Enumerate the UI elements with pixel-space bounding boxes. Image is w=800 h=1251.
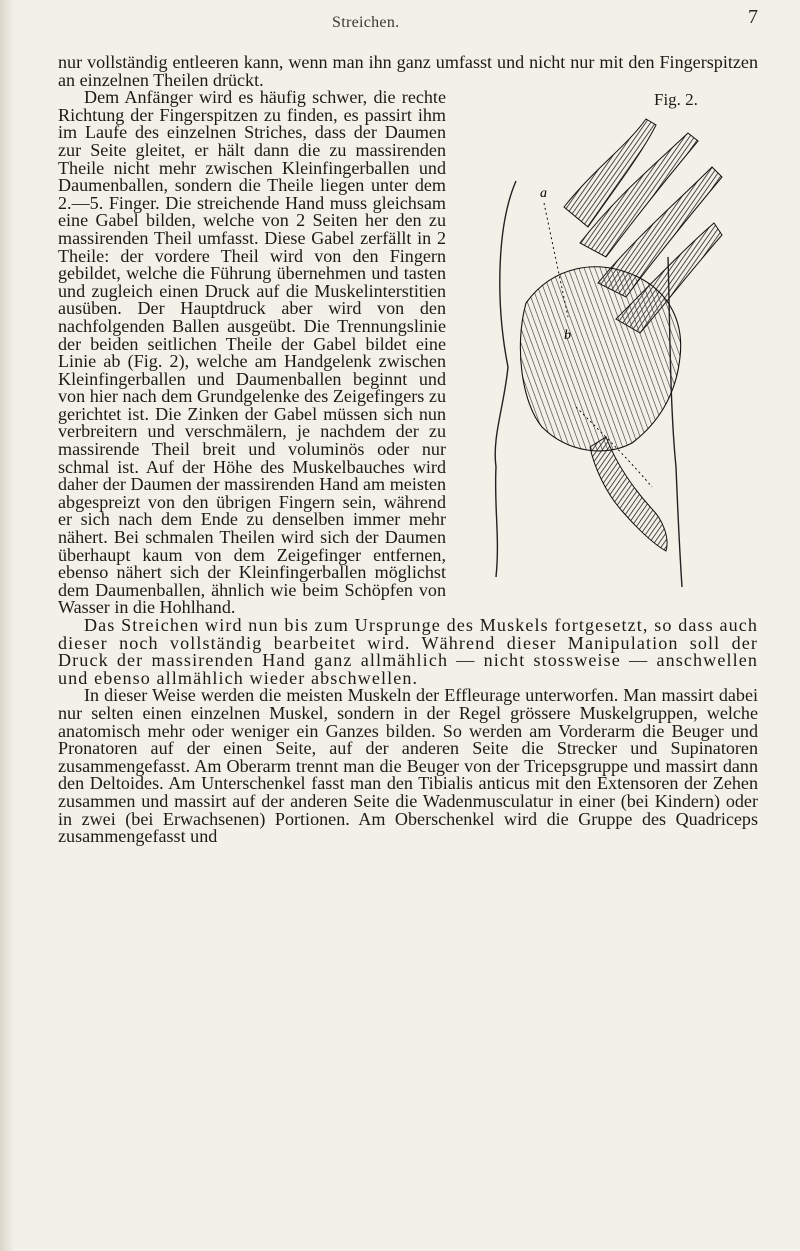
label-a: a	[540, 186, 547, 202]
label-b: b	[564, 328, 571, 344]
paragraph-4: In dieser Weise werden die meisten Muskeln der Effleurage unterworfen. Man massirt dabei nur selten einen einzelnen Muskel, sondern in der Regel grössere Muskelgruppen, welche anatomisch mehr oder weniger ein Ganzes bilden. So werden am Vorderarm die Beuger und Pronatoren auf der einen Seite, auf der anderen Seite die Strecker und Supinatoren zusammengefasst. Am Oberarm trennt man die Beuger von der Tricepsgruppe und massirt dann den Deltoides. Am Unterschenkel fasst man den Tibialis anticus mit den Extensoren der Zehen zusammen und massirt auf der anderen Seite die Wadenmusculatur in einer (bei Kindern) oder in zwei (bei Erwachsenen) Portionen. Am Oberschenkel wird die Gruppe des Quadriceps zusammengefasst und	[58, 685, 758, 847]
page-header	[0, 6, 800, 36]
body-text	[58, 54, 758, 846]
running-head: Streichen.	[332, 14, 400, 31]
paragraph-1: nur vollständig entleeren kann, wenn man ihn ganz umfasst und nicht nur mit den Fingerspitzen an einzelnen Theilen drückt.	[58, 52, 758, 90]
figure-2	[456, 91, 762, 599]
paragraph-3: Das Streichen wird nun bis zum Ursprunge des Muskels fortgesetzt, so dass auch dieser noch vollständig bearbeitet wird. Während dieser Manipulation soll der Druck der massirenden Hand ganz allmählich — nicht stossweise — anschwellen und ebenso allmählich wieder abschwellen.	[58, 615, 758, 688]
paragraph-2: Dem Anfänger wird es häufig schwer, die rechte Richtung der Fingerspitzen zu finden, es passirt ihm im Laufe des einzelnen Striches, dass der Daumen zur Seite gleitet, er hält dann die zu massirenden Theile nicht mehr zwischen Kleinfingerballen und Daumenballen, sondern die Theile liegen unter dem 2.—5. Finger. Die streichende Hand muss gleichsam eine Gabel bilden, welche von 2 Seiten her den zu massirenden Theil umfasst. Diese Gabel zerfällt in 2 Theile: der vordere Theil wird von den Fingern gebildet, welche die Führung übernehmen und tasten und zugleich einen Druck auf die Muskelinterstitien ausüben. Der Hauptdruck aber wird von den nachfolgenden Ballen ausgeübt. Die Trennungslinie der beiden seitlichen Theile der Gabel bildet eine Linie ab (Fig. 2), welche am Handgelenk zwischen Kleinfingerballen und Daumenballen beginnt und von hier nach dem Grundgelenke des Zeigefingers zu gerichtet ist. Die Zinken der Gabel müssen sich nun verbreitern und verschmälern, je nachdem der zu massirende Theil breit und voluminös oder nur schmal ist. Auf der Höhe des Muskelbauches wird daher der Daumen der massirenden Hand am meisten abgespreizt von den übrigen Fingern sein, während er sich nach dem Ende zu denselben immer mehr nähert. Bei schmalen Theilen wird sich der Daumen überhaupt kaum von dem Zeigefinger entfernen, ebenso nähert sich der Kleinfingerballen möglichst dem Daumenballen, ähnlich wie beim Schöpfen von Wasser in die Hohlhand.	[58, 87, 446, 618]
hand-massage-illustration-icon	[456, 107, 762, 597]
figure-caption: Fig. 2.	[654, 90, 698, 110]
page-number: 7	[748, 6, 758, 28]
page-edge-shadow	[0, 0, 14, 1251]
